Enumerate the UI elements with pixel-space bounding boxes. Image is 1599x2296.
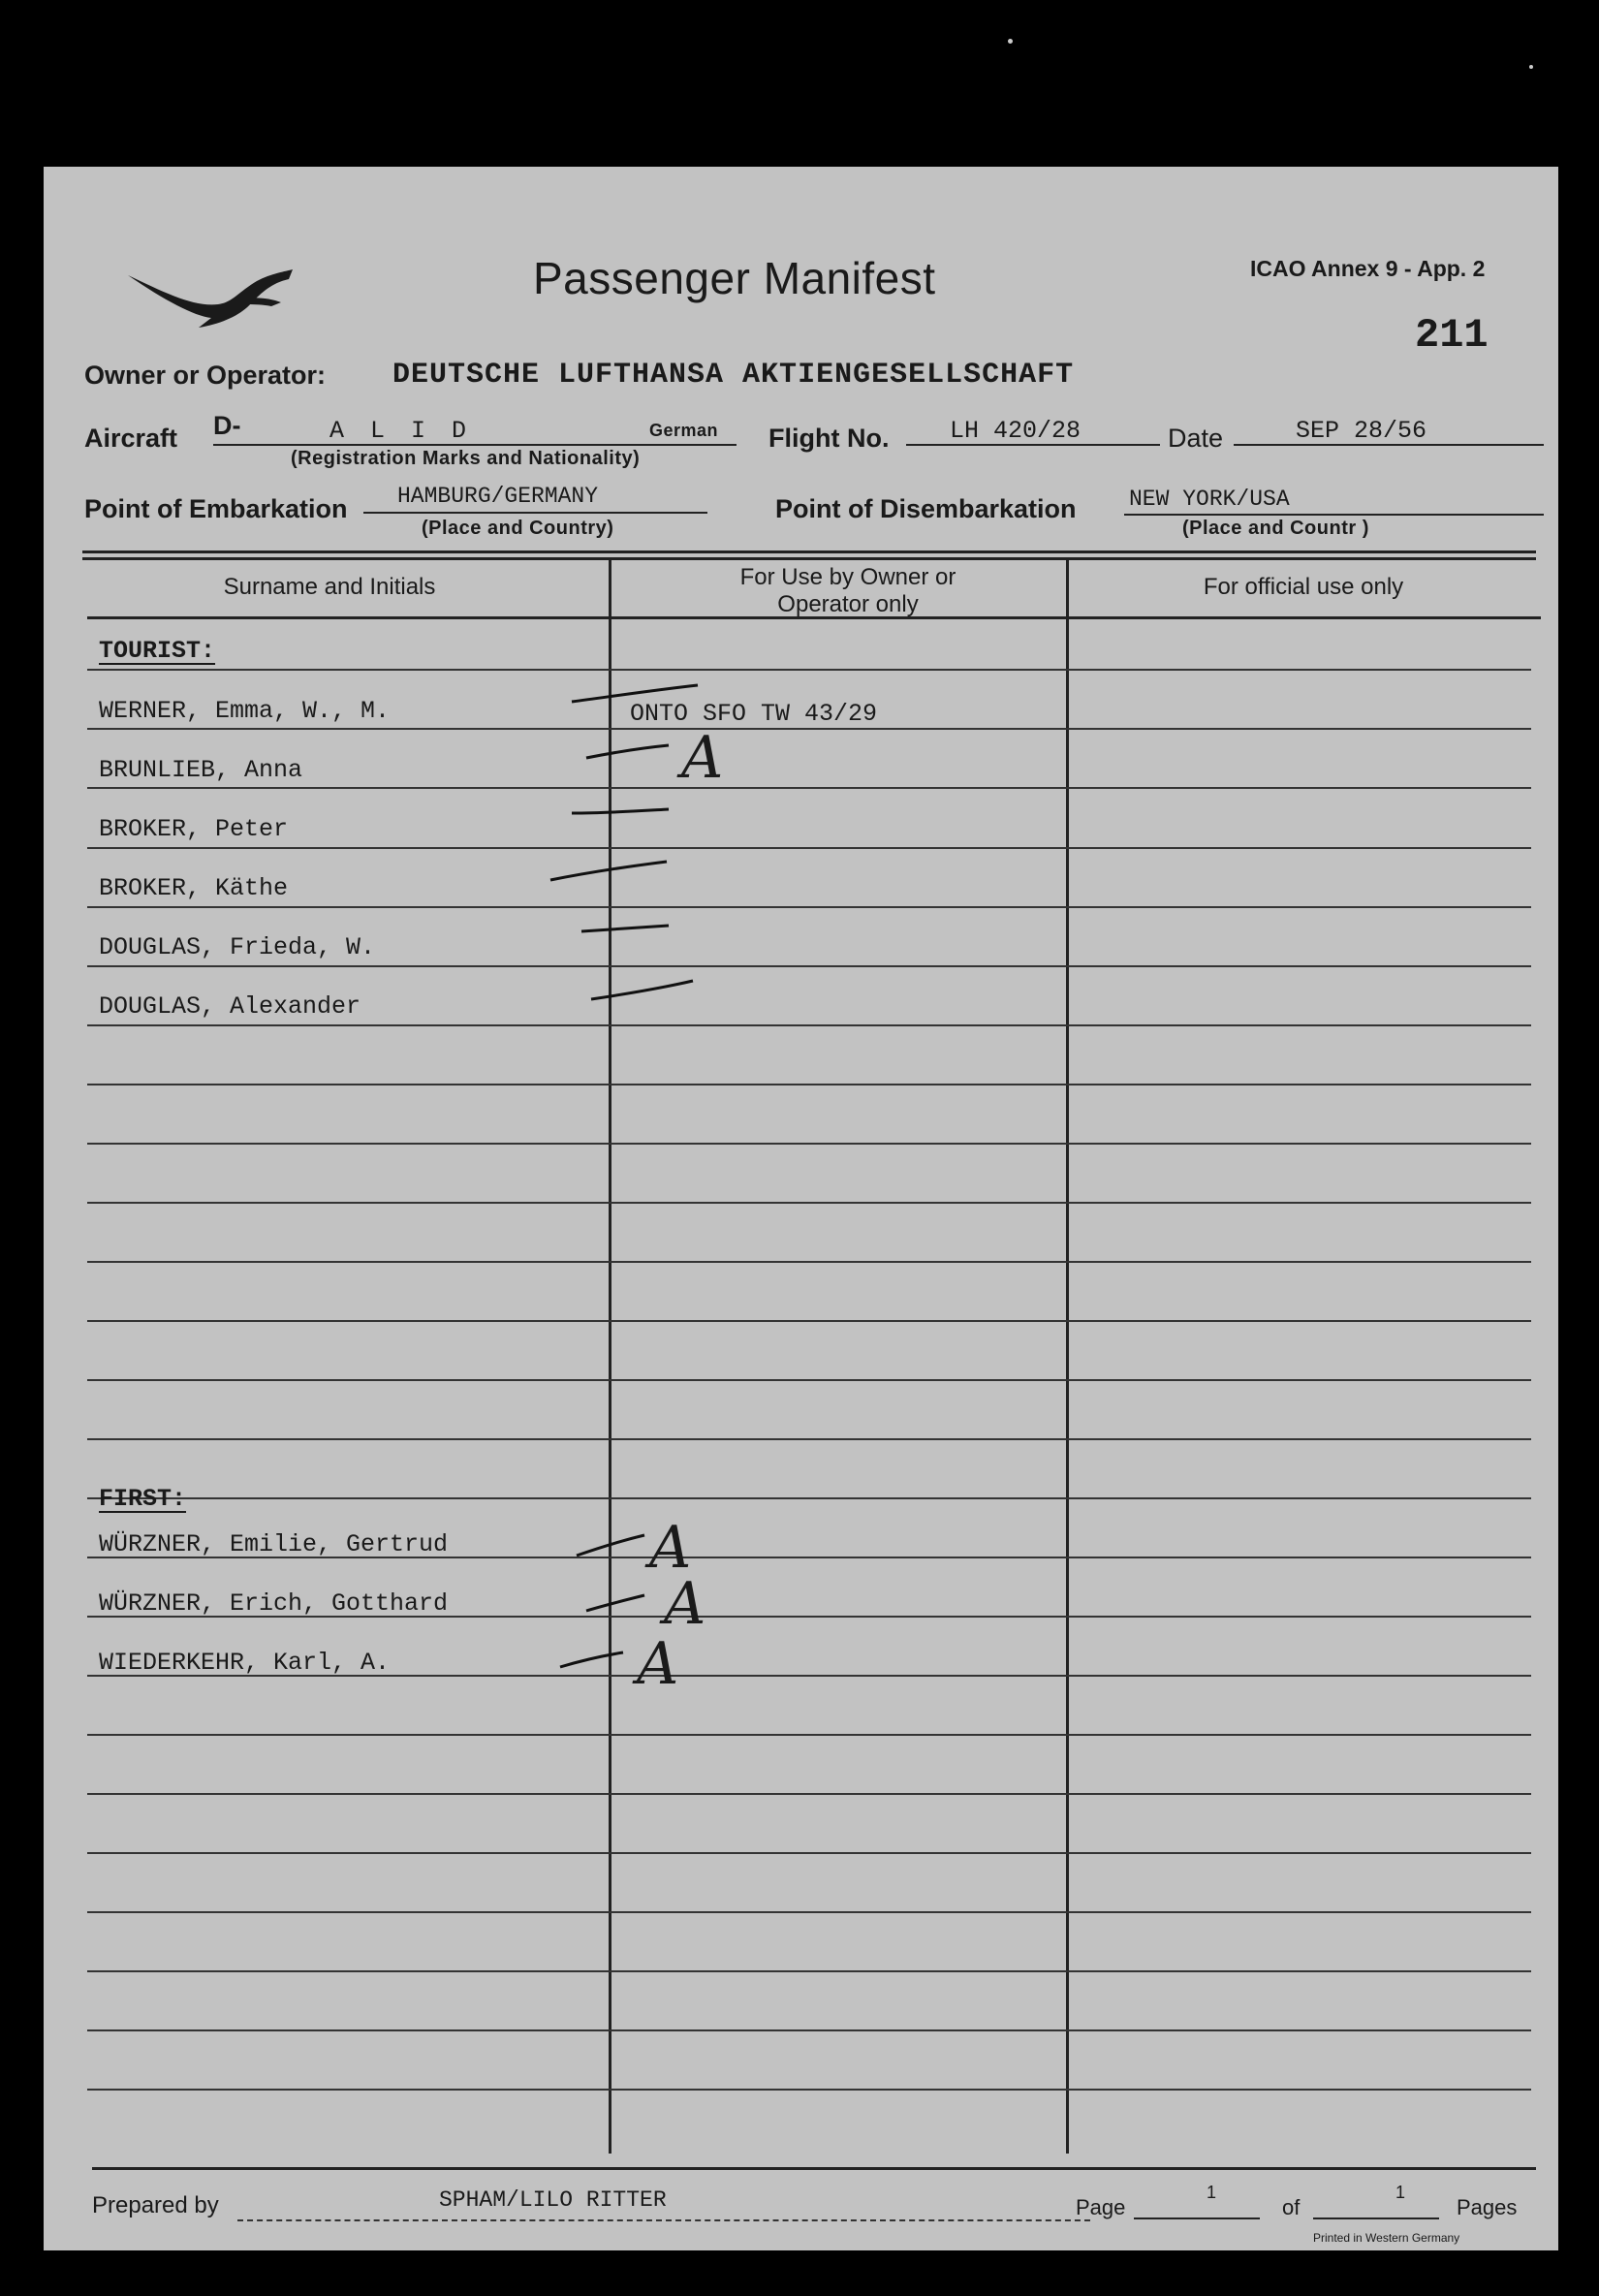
- aircraft-caption: (Registration Marks and Nationality): [291, 448, 641, 469]
- prepared-by-line: [237, 2219, 1090, 2221]
- passenger-name: WÜRZNER, Erich, Gotthard: [99, 1589, 449, 1618]
- table-top-rule-2: [82, 557, 1536, 560]
- row-line: [87, 965, 1531, 967]
- passenger-name: DOUGLAS, Alexander: [99, 992, 361, 1021]
- aircraft-label: Aircraft: [84, 424, 178, 453]
- handwritten-tick: [577, 918, 674, 937]
- handwritten-tick: [581, 1591, 649, 1616]
- handwritten-tick: [546, 857, 672, 886]
- embarkation-underline: [363, 512, 707, 514]
- flight-label: Flight No.: [768, 424, 890, 453]
- of-line: [1313, 2217, 1439, 2219]
- row-line: [87, 669, 1531, 671]
- date-label: Date: [1168, 424, 1224, 453]
- prepared-by-value: SPHAM/LILO RITTER: [439, 2187, 667, 2213]
- column-header-surname: Surname and Initials: [223, 574, 436, 600]
- speck: [1529, 65, 1533, 69]
- page-value: 1: [1207, 2183, 1217, 2202]
- row-line: [87, 1261, 1531, 1263]
- owner-label: Owner or Operator:: [84, 361, 327, 390]
- prepared-by-label: Prepared by: [92, 2192, 219, 2218]
- disembarkation-underline: [1124, 514, 1544, 516]
- aircraft-nationality: German: [649, 421, 719, 440]
- disembarkation-caption: (Place and Countr ): [1182, 518, 1369, 539]
- row-line: [87, 1024, 1531, 1026]
- icao-reference: ICAO Annex 9 - App. 2: [1250, 256, 1486, 281]
- handwritten-tick: [567, 680, 703, 709]
- row-line: [87, 728, 1531, 730]
- header-bottom-rule: [87, 616, 1541, 619]
- aircraft-registration: A L I D: [329, 417, 473, 445]
- flight-underline: [906, 444, 1160, 446]
- section-label-first: FIRST:: [99, 1485, 187, 1513]
- handwritten-tick: [572, 1531, 649, 1560]
- passenger-name: BROKER, Peter: [99, 815, 289, 843]
- row-line: [87, 1202, 1531, 1204]
- disembarkation-label: Point of Disembarkation: [775, 494, 1077, 523]
- row-line: [87, 2089, 1531, 2091]
- handwritten-initial: A: [664, 1570, 706, 1638]
- row-line: [87, 1379, 1531, 1381]
- passenger-name: BRUNLIEB, Anna: [99, 756, 303, 784]
- form-title: Passenger Manifest: [533, 253, 936, 303]
- row-line: [87, 1497, 1531, 1499]
- operator-note: ONTO SFO TW 43/29: [630, 700, 878, 728]
- of-label: of: [1282, 2195, 1301, 2219]
- pages-label: Pages: [1457, 2195, 1518, 2219]
- passenger-name: DOUGLAS, Frieda, W.: [99, 933, 376, 961]
- handwritten-tick: [567, 802, 674, 821]
- embarkation-value: HAMBURG/GERMANY: [397, 484, 599, 509]
- date-underline: [1234, 444, 1544, 446]
- column-divider-2: [1066, 558, 1069, 2154]
- speck: [1008, 39, 1013, 44]
- flight-value: LH 420/28: [950, 417, 1082, 445]
- table-bottom-rule: [92, 2167, 1536, 2170]
- column-divider-1: [609, 558, 611, 2154]
- of-value: 1: [1395, 2183, 1406, 2202]
- row-line: [87, 1793, 1531, 1795]
- handwritten-initial: A: [649, 1514, 692, 1582]
- page-label: Page: [1076, 2195, 1126, 2219]
- passenger-name: WIEDERKEHR, Karl, A.: [99, 1649, 391, 1677]
- row-line: [87, 2029, 1531, 2031]
- row-line: [87, 1970, 1531, 1972]
- date-value: SEP 28/56: [1296, 417, 1427, 445]
- row-line: [87, 906, 1531, 908]
- row-line: [87, 1852, 1531, 1854]
- embarkation-caption: (Place and Country): [422, 518, 614, 539]
- page-line: [1134, 2217, 1260, 2219]
- owner-value: DEUTSCHE LUFTHANSA AKTIENGESELLSCHAFT: [392, 359, 1075, 392]
- disembarkation-value: NEW YORK/USA: [1129, 487, 1290, 512]
- passenger-name: WERNER, Emma, W., M.: [99, 697, 391, 725]
- handwritten-initial: A: [637, 1630, 679, 1698]
- row-line: [87, 1438, 1531, 1440]
- embarkation-label: Point of Embarkation: [84, 494, 348, 523]
- row-line: [87, 1320, 1531, 1322]
- table-top-rule: [82, 550, 1536, 553]
- column-header-operator: For Use by Owner or Operator only: [739, 564, 956, 617]
- section-label-tourist: TOURIST:: [99, 637, 216, 665]
- row-line: [87, 1143, 1531, 1145]
- row-line: [87, 1734, 1531, 1736]
- aircraft-underline: [213, 444, 737, 446]
- row-line: [87, 1084, 1531, 1085]
- row-line: [87, 847, 1531, 849]
- column-header-official: For official use only: [1203, 574, 1404, 600]
- manifest-page: [44, 167, 1558, 2250]
- handwritten-initial: A: [681, 724, 724, 792]
- sheet-number: 211: [1415, 312, 1489, 359]
- lufthansa-crane-logo: [126, 264, 296, 336]
- passenger-name: WÜRZNER, Emilie, Gertrud: [99, 1530, 449, 1558]
- row-line: [87, 1911, 1531, 1913]
- handwritten-tick: [581, 740, 678, 765]
- handwritten-tick: [555, 1648, 628, 1672]
- row-line: [87, 787, 1531, 789]
- handwritten-tick: [586, 976, 698, 1005]
- passenger-name: BROKER, Käthe: [99, 874, 289, 902]
- aircraft-prefix: D-: [213, 411, 241, 440]
- printed-in-note: Printed in Western Germany: [1313, 2231, 1460, 2245]
